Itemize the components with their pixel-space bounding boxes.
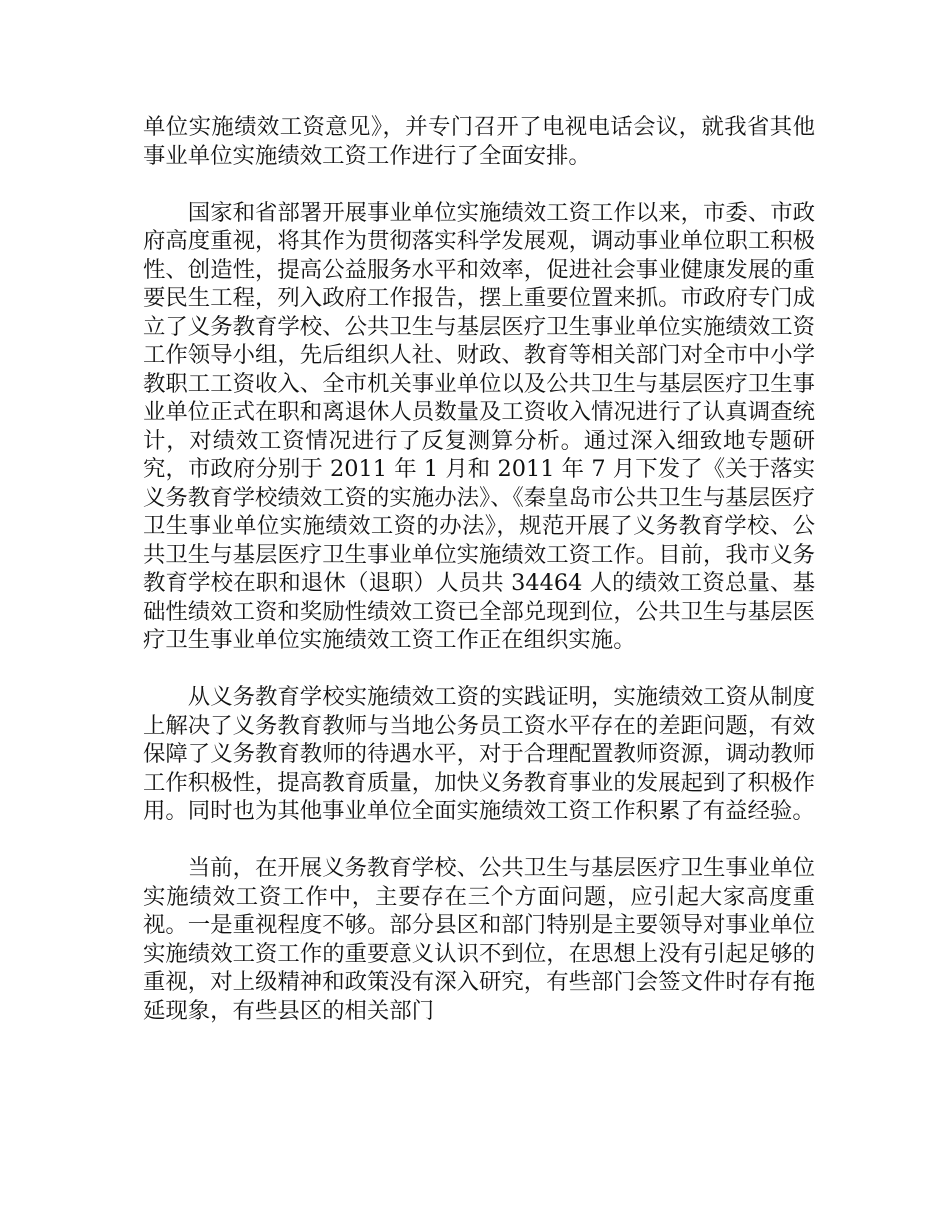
- document-body: [143, 113, 815, 1054]
- paragraph-continuation: 单位实施绩效工资意见》，并专门召开了电视电话会议，就我省其他事业单位实施绩效工资工作进行了全面安排。: [143, 114, 815, 169]
- paragraph-practice-evidence: 从义务教育学校实施绩效工资的实践证明，实施绩效工资从制度上解决了义务教育教师与当地公务员工资水平存在的差距问题，有效保障了义务教育教师的待遇水平，对于合理配置教师资源，调动教师工作积极性，提高教育质量，加快义务教育事业的发展起到了积极作用。同时也为其他事业单位全面实施绩效工资工作积累了有益经验。: [143, 684, 815, 824]
- paragraph-current-problems: 当前，在开展义务教育学校、公共卫生与基层医疗卫生事业单位实施绩效工资工作中，主要存在三个方面问题，应引起大家高度重视。一是重视程度不够。部分县区和部门特别是主要领导对事业单位实施绩效工资工作的重要意义认识不到位，在思想上没有引起足够的重视，对上级精神和政策没有深入研究，有些部门会签文件时存有拖延现象，有些县区的相关部门: [143, 855, 815, 1024]
- paragraph-implementation-progress: 国家和省部署开展事业单位实施绩效工资工作以来，市委、市政府高度重视，将其作为贯彻落实科学发展观，调动事业单位职工积极性、创造性，提高公益服务水平和效率，促进社会事业健康发展的重要民生工程，列入政府工作报告，摆上重要位置来抓。市政府专门成立了义务教育学校、公共卫生与基层医疗卫生事业单位实施绩效工资工作领导小组，先后组织人社、财政、教育等相关部门对全市中小学教职工工资收入、全市机关事业单位以及公共卫生与基层医疗卫生事业单位正式在职和离退休人员数量及工资收入情况进行了认真调查统计，对绩效工资情况进行了反复测算分析。通过深入细致地专题研究，市政府分别于 2011 年 1 月和 2011 年 7 月下发了《关于落实义务教育学校绩效工资的实施办法》、《秦皇岛市公共卫生与基层医疗卫生事业单位实施绩效工资的办法》，规范开展了义务教育学校、公共卫生与基层医疗卫生事业单位实施绩效工资工作。目前，我市义务教育学校在职和退休（退职）人员共 34464 人的绩效工资总量、基础性绩效工资和奖励性绩效工资已全部兑现到位，公共卫生与基层医疗卫生事业单位实施绩效工资工作正在组织实施。: [143, 199, 815, 653]
